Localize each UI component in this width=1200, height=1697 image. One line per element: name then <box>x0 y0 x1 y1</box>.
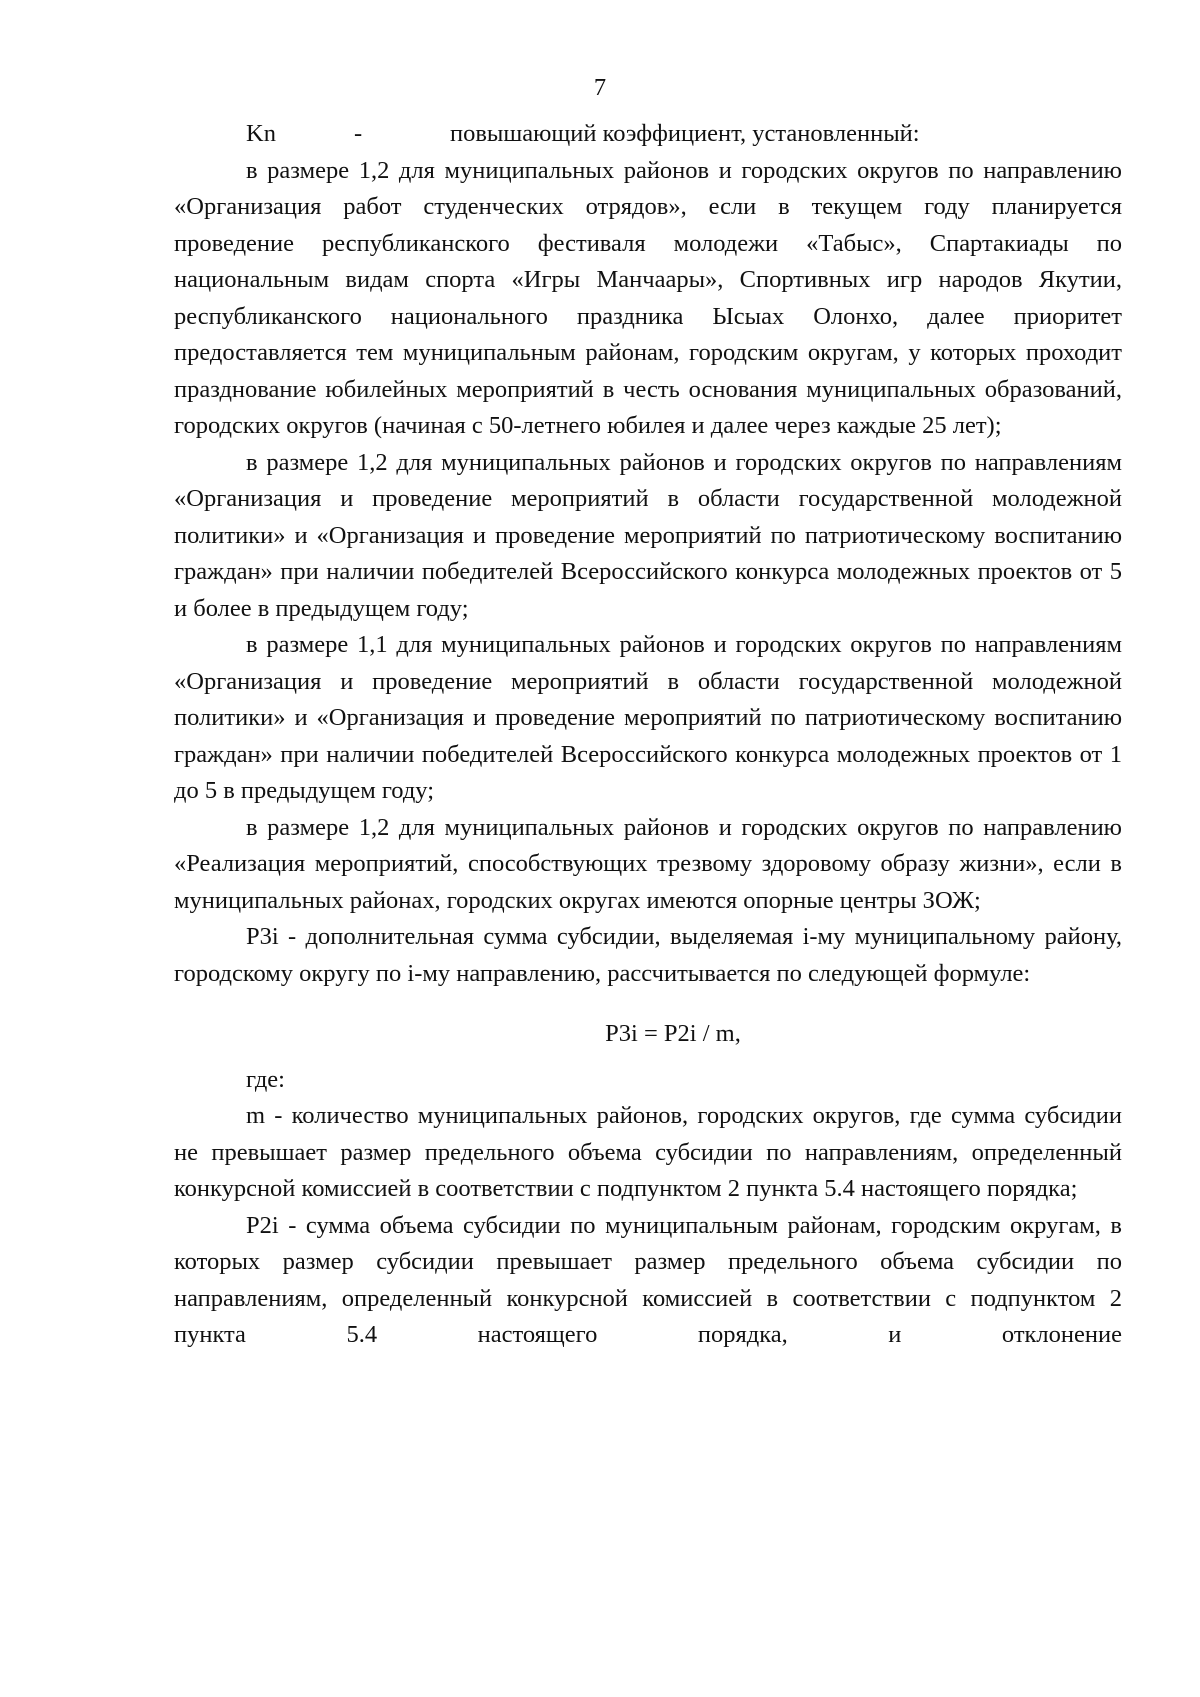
kn-dash: - <box>354 120 363 147</box>
kn-def-text: повышающий коэффициент, установленный: <box>450 120 920 147</box>
paragraph-coef-12-youth: в размере 1,2 для муниципальных районов и городских округов по направлениям «Организация и проведение мероприятий в области государственной молодежной политики» и «Организация и проведение мероприятий по патриотическому воспитанию граждан» при наличии победителей Всероссийского конкурса молодежных проектов от 5 и более в предыдущем году; <box>174 448 1122 622</box>
paragraph-coef-12-zozh: в размере 1,2 для муниципальных районов и городских округов по направлению «Реализация мероприятий, способствующих трезвому здоровому образу жизни», если в муниципальных районах, городских округах имеются опорные центры ЗОЖ; <box>174 813 1122 914</box>
formula-p3i: Р3i = Р2i / m, <box>605 1020 741 1047</box>
paragraph-studotryady: в размере 1,2 для муниципальных районов и городских округов по направлению «Организация работ студенческих отрядов», если в текущем году планируется проведение республиканского фестиваля молодежи «Табыс», Спартакиады по национальным видам спорта «Игры Манчаары», Спортивных игр народов Якутии, республиканского национального праздника Ысыах Олонхо, далее приоритет предоставляется тем муниципальным районам, городским округам, у которых проходит празднование юбилейных мероприятий в честь основания муниципальных образований, городских округов (начиная с 50-летнего юбилея и далее через каждые 25 лет); <box>174 156 1122 439</box>
paragraph-m-definition: m - количество муниципальных районов, городских округов, где сумма субсидии не превышает размер предельного объема субсидии по направлениям, определенный конкурсной комиссией в соответствии с подпунктом 2 пункта 5.4 настоящего порядка; <box>174 1102 1122 1202</box>
page-number: 7 <box>593 74 607 101</box>
paragraph-p3i-definition: Р3i - дополнительная сумма субсидии, выделяемая i-му муниципальному району, городскому округу по i-му направлению, рассчитывается по следующей формуле: <box>174 923 1122 987</box>
kn-term: Kn <box>246 120 276 147</box>
kn-definition <box>174 116 1122 153</box>
document-body <box>174 116 1122 1354</box>
paragraph-coef-11-youth: в размере 1,1 для муниципальных районов и городских округов по направлениям «Организация и проведение мероприятий в области государственной молодежной политики» и «Организация и проведение мероприятий по патриотическому воспитанию граждан» при наличии победителей Всероссийского конкурса молодежных проектов от 1 до 5 в предыдущем году; <box>174 631 1122 804</box>
paragraph-p2i-definition: Р2i - сумма объема субсидии по муниципальным районам, городским округам, в которых размер субсидии превышает размер предельного объема субсидии по направлениям, определенный конкурсной комиссией в соответствии с подпунктом 2 пункта 5.4 настоящего порядка, и отклонение <box>174 1211 1122 1348</box>
where-label: где: <box>246 1065 285 1093</box>
